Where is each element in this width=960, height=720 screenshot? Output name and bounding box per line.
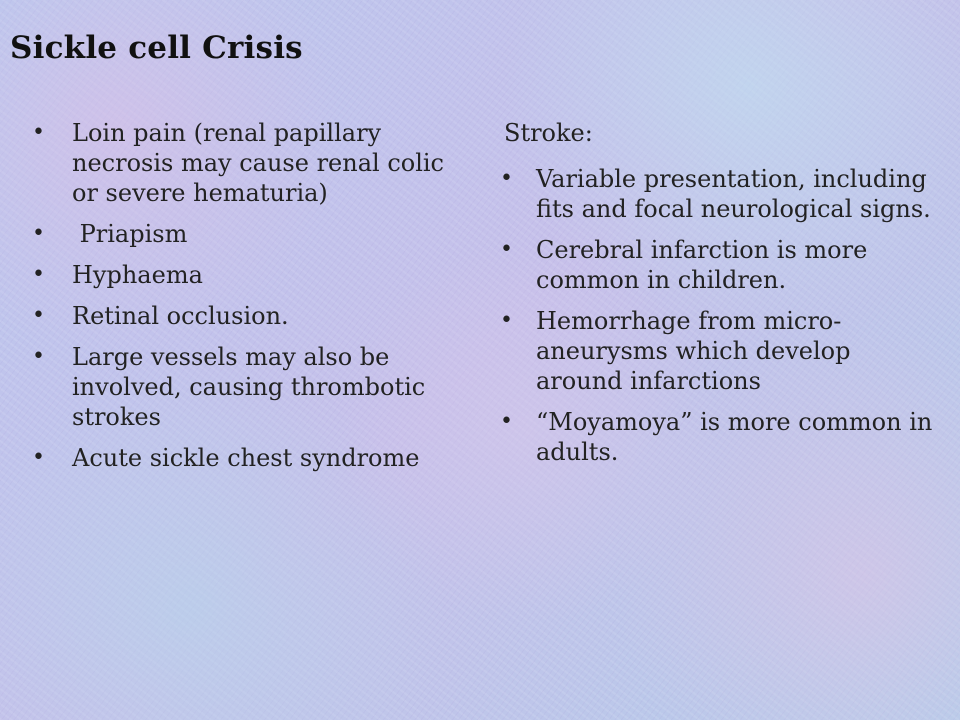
list-item-text: Hyphaema bbox=[72, 261, 203, 289]
bullet-icon: • bbox=[32, 120, 45, 145]
left-bullet-list bbox=[30, 118, 470, 473]
list-item bbox=[496, 306, 936, 396]
left-column bbox=[30, 118, 470, 484]
list-item-text: Hemorrhage from micro-aneurysms which develop around infarctions bbox=[536, 307, 851, 395]
list-item-text: Large vessels may also be involved, causing thrombotic strokes bbox=[72, 343, 426, 431]
list-item bbox=[30, 342, 470, 432]
bullet-icon: • bbox=[32, 445, 45, 470]
slide-title: Sickle cell Crisis bbox=[10, 30, 303, 66]
list-item-text: Variable presentation, including fits and focal neurological signs. bbox=[536, 165, 931, 223]
list-item-text: Loin pain (renal papillary necrosis may cause renal colic or severe hematuria) bbox=[72, 119, 444, 207]
bullet-icon: • bbox=[500, 409, 513, 434]
list-item-text: “Moyamoya” is more common in adults. bbox=[536, 408, 933, 466]
list-item bbox=[30, 301, 470, 331]
list-item bbox=[496, 235, 936, 295]
list-item-text: Acute sickle chest syndrome bbox=[72, 444, 420, 472]
list-item bbox=[30, 118, 470, 208]
bullet-icon: • bbox=[500, 308, 513, 333]
stroke-heading: Stroke: bbox=[504, 119, 593, 147]
list-item-text: Cerebral infarction is more common in children. bbox=[536, 236, 868, 294]
bullet-icon: • bbox=[500, 166, 513, 191]
bullet-icon: • bbox=[32, 344, 45, 369]
bullet-icon: • bbox=[32, 262, 45, 287]
list-item-text: Retinal occlusion. bbox=[72, 302, 289, 330]
list-item-text: Priapism bbox=[72, 220, 188, 248]
right-column bbox=[496, 118, 936, 478]
list-item bbox=[30, 219, 470, 249]
list-item bbox=[496, 407, 936, 467]
bullet-icon: • bbox=[32, 303, 45, 328]
right-bullet-list bbox=[496, 164, 936, 467]
bullet-icon: • bbox=[500, 237, 513, 262]
bullet-icon: • bbox=[32, 221, 45, 246]
list-item bbox=[496, 164, 936, 224]
list-item bbox=[30, 260, 470, 290]
list-item bbox=[30, 443, 470, 473]
